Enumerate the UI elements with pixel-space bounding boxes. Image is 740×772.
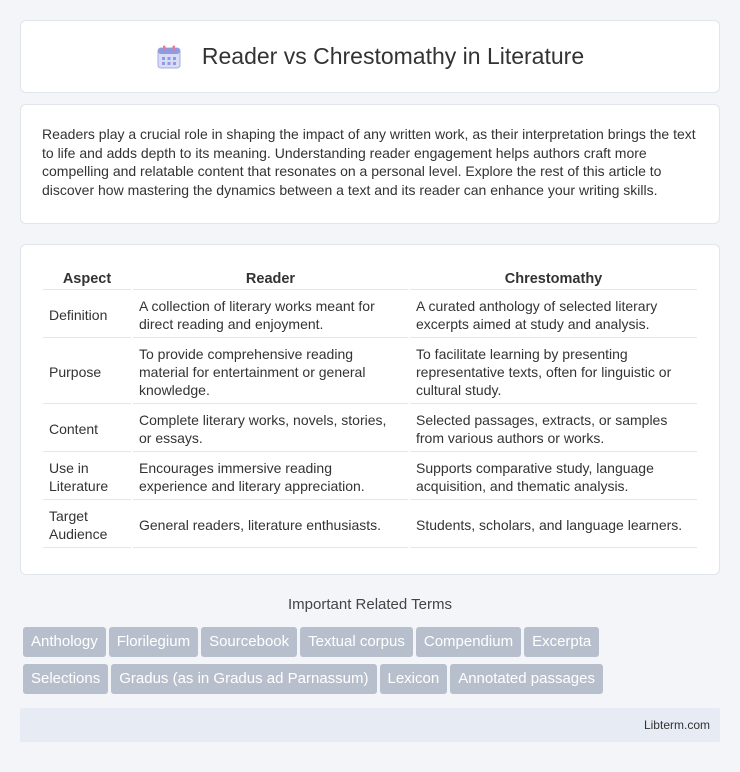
header-reader: Reader bbox=[133, 266, 408, 290]
table-row bbox=[43, 292, 697, 338]
cell-aspect: Purpose bbox=[43, 340, 131, 404]
related-term-tag[interactable]: Compendium bbox=[416, 627, 521, 657]
cell-chrestomathy: Students, scholars, and language learners. bbox=[410, 502, 697, 548]
cell-aspect: Target Audience bbox=[43, 502, 131, 548]
table-row bbox=[43, 406, 697, 452]
related-terms-list bbox=[23, 627, 723, 701]
related-term-tag[interactable]: Excerpta bbox=[524, 627, 599, 657]
cell-aspect: Definition bbox=[43, 292, 131, 338]
table-row bbox=[43, 454, 697, 500]
calendar-icon bbox=[156, 44, 182, 70]
related-term-tag[interactable]: Gradus (as in Gradus ad Parnassum) bbox=[111, 664, 376, 694]
related-term-tag[interactable]: Annotated passages bbox=[450, 664, 603, 694]
comparison-table bbox=[41, 264, 699, 550]
cell-reader: Encourages immersive reading experience and literary appreciation. bbox=[133, 454, 408, 500]
cell-aspect: Use in Literature bbox=[43, 454, 131, 500]
related-term-tag[interactable]: Selections bbox=[23, 664, 108, 694]
cell-chrestomathy: Supports comparative study, language acquisition, and thematic analysis. bbox=[410, 454, 697, 500]
comparison-card bbox=[20, 244, 720, 575]
related-term-tag[interactable]: Lexicon bbox=[380, 664, 448, 694]
cell-reader: A collection of literary works meant for direct reading and enjoyment. bbox=[133, 292, 408, 338]
cell-chrestomathy: Selected passages, extracts, or samples from various authors or works. bbox=[410, 406, 697, 452]
footer-site-link[interactable]: Libterm.com bbox=[643, 718, 710, 732]
intro-paragraph: Readers play a crucial role in shaping the impact of any written work, as their interpretation brings the text to life and adds depth to its meaning. Understanding reader engagement helps authors craft more compelling and relatable content that resonates on a personal level. Explore the rest of this article to discover how mastering the dynamics between a text and its reader can enhance your writing skills. bbox=[42, 126, 696, 198]
cell-reader: To provide comprehensive reading material for entertainment or general knowledge. bbox=[133, 340, 408, 404]
header-aspect: Aspect bbox=[43, 266, 131, 290]
related-term-tag[interactable]: Anthology bbox=[23, 627, 106, 657]
table-row bbox=[43, 340, 697, 404]
related-terms-title: Important Related Terms bbox=[288, 596, 452, 613]
intro-card bbox=[20, 104, 720, 224]
related-term-tag[interactable]: Textual corpus bbox=[300, 627, 413, 657]
header-chrestomathy: Chrestomathy bbox=[410, 266, 697, 290]
title-card bbox=[20, 20, 720, 93]
cell-reader: General readers, literature enthusiasts. bbox=[133, 502, 408, 548]
cell-aspect: Content bbox=[43, 406, 131, 452]
table-row bbox=[43, 502, 697, 548]
cell-reader: Complete literary works, novels, stories, or essays. bbox=[133, 406, 408, 452]
footer bbox=[20, 708, 720, 742]
related-term-tag[interactable]: Sourcebook bbox=[201, 627, 297, 657]
table-header-row bbox=[43, 266, 697, 290]
related-term-tag[interactable]: Florilegium bbox=[109, 627, 198, 657]
cell-chrestomathy: A curated anthology of selected literary excerpts aimed at study and analysis. bbox=[410, 292, 697, 338]
page-title: Reader vs Chrestomathy in Literature bbox=[201, 43, 585, 69]
cell-chrestomathy: To facilitate learning by presenting representative texts, often for linguistic or cultural study. bbox=[410, 340, 697, 404]
